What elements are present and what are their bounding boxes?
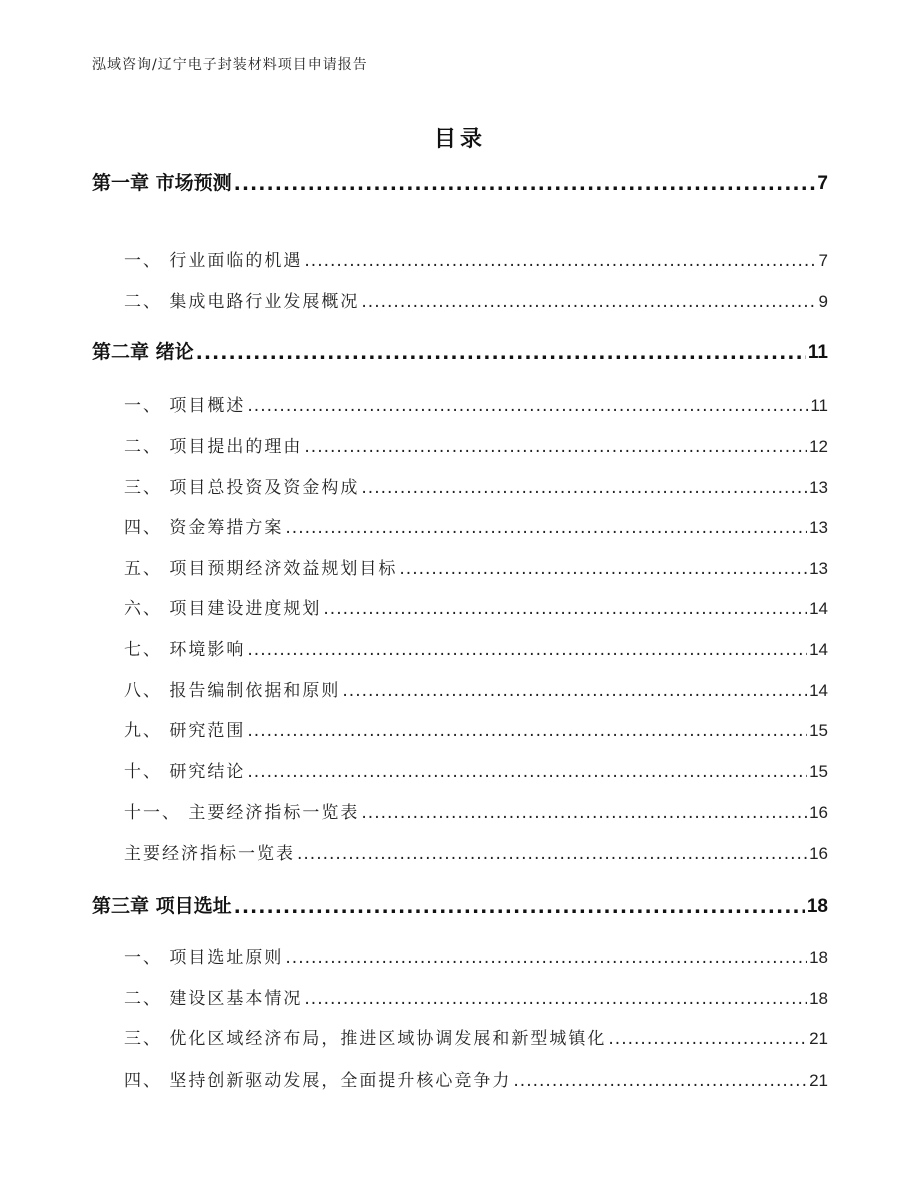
toc-entry-label: 第一章 市场预测 — [92, 172, 232, 194]
toc-page-number: 7 — [818, 251, 828, 270]
dot-leader — [247, 762, 807, 782]
toc-page-number: 15 — [809, 762, 828, 781]
toc-entry-label: 四、 资金筹措方案 — [124, 518, 284, 538]
toc-entry-label: 一、 项目选址原则 — [124, 948, 284, 968]
dot-leader — [304, 251, 816, 271]
toc-page-number: 13 — [809, 559, 828, 578]
toc-entry-label: 五、 项目预期经济效益规划目标 — [124, 559, 398, 579]
dot-leader — [247, 721, 807, 741]
toc-section-entry[interactable] — [124, 391, 828, 416]
dot-leader — [361, 478, 807, 498]
toc-entry-label: 二、 建设区基本情况 — [124, 989, 303, 1009]
toc-entry-label: 十、 研究结论 — [124, 762, 246, 782]
toc-page-number: 11 — [807, 342, 828, 363]
dot-leader — [285, 518, 807, 538]
toc-section-entry[interactable] — [124, 798, 828, 823]
toc-chapter-entry[interactable] — [92, 337, 828, 364]
toc-page-number: 15 — [809, 721, 828, 740]
toc-entry-label: 主要经济指标一览表 — [124, 844, 295, 864]
dot-leader — [304, 437, 807, 457]
toc-chapter-entry[interactable] — [92, 168, 828, 195]
toc-page-number: 9 — [818, 292, 828, 311]
toc-title: 目录 — [433, 127, 486, 152]
toc-section-entry[interactable] — [124, 513, 828, 538]
toc-entry-label: 三、 优化区域经济布局，推进区域协调发展和新型城镇化 — [124, 1029, 607, 1049]
toc-section-entry[interactable] — [124, 984, 828, 1009]
toc-page-number: 14 — [809, 599, 828, 618]
toc-section-entry[interactable] — [124, 246, 828, 271]
toc-section-entry[interactable] — [124, 473, 828, 498]
toc-page-number: 7 — [817, 173, 828, 194]
toc-page-number: 18 — [806, 896, 828, 917]
toc-entry-label: 四、 坚持创新驱动发展，全面提升核心竞争力 — [124, 1071, 512, 1091]
dot-leader — [361, 803, 807, 823]
toc-chapter-entry[interactable] — [92, 891, 828, 918]
toc-entry-label: 六、 项目建设进度规划 — [124, 599, 322, 619]
toc-section-entry[interactable] — [124, 594, 828, 619]
toc-entry-label: 一、 行业面临的机遇 — [124, 251, 303, 271]
page-header: 泓域咨询/辽宁电子封装材料项目申请报告 — [92, 57, 368, 73]
toc-section-entry[interactable] — [124, 943, 828, 968]
dot-leader — [285, 948, 807, 968]
toc-section-entry[interactable] — [124, 676, 828, 701]
dot-leader — [323, 599, 807, 619]
toc-entry-label: 第三章 项目选址 — [92, 895, 232, 917]
toc-entry-label: 三、 项目总投资及资金构成 — [124, 478, 360, 498]
toc-entry-label: 九、 研究范围 — [124, 721, 246, 741]
toc-entry-label: 八、 报告编制依据和原则 — [124, 681, 341, 701]
toc-section-entry[interactable] — [124, 1066, 828, 1091]
toc-entry-label: 七、 环境影响 — [124, 640, 246, 660]
dot-leader — [608, 1029, 807, 1049]
toc-page-number: 16 — [809, 803, 828, 822]
dot-leader — [297, 844, 807, 864]
toc-page-number: 14 — [809, 681, 828, 700]
toc-section-entry[interactable] — [124, 839, 828, 864]
toc-entry-label: 十一、 主要经济指标一览表 — [124, 803, 360, 823]
dot-leader — [247, 396, 808, 416]
toc-entry-label: 二、 集成电路行业发展概况 — [124, 292, 360, 312]
toc-page-number: 21 — [809, 1029, 828, 1048]
toc-page-number: 18 — [809, 989, 828, 1008]
toc-section-entry[interactable] — [124, 1024, 828, 1049]
toc-section-entry[interactable] — [124, 757, 828, 782]
dot-leader — [399, 559, 807, 579]
dot-leader — [513, 1071, 807, 1091]
toc-page-number: 11 — [810, 396, 828, 415]
toc-page-number: 16 — [809, 844, 828, 863]
toc-page-number: 14 — [809, 640, 828, 659]
toc-page-number: 21 — [809, 1071, 828, 1090]
toc-page-number: 13 — [809, 518, 828, 537]
toc-section-entry[interactable] — [124, 432, 828, 457]
toc-page-number: 12 — [809, 437, 828, 456]
dot-leader — [342, 681, 807, 701]
toc-entry-label: 第二章 绪论 — [92, 341, 194, 363]
toc-entry-label: 二、 项目提出的理由 — [124, 437, 303, 457]
dot-leader — [234, 896, 805, 918]
dot-leader — [304, 989, 807, 1009]
toc-section-entry[interactable] — [124, 287, 828, 312]
toc-page-number: 18 — [809, 948, 828, 967]
dot-leader — [234, 173, 816, 195]
toc-section-entry[interactable] — [124, 554, 828, 579]
dot-leader — [361, 292, 816, 312]
toc-section-entry[interactable] — [124, 635, 828, 660]
dot-leader — [247, 640, 807, 660]
toc-section-entry[interactable] — [124, 716, 828, 741]
toc-page-number: 13 — [809, 478, 828, 497]
toc-entry-label: 一、 项目概述 — [124, 396, 246, 416]
dot-leader — [196, 342, 806, 364]
